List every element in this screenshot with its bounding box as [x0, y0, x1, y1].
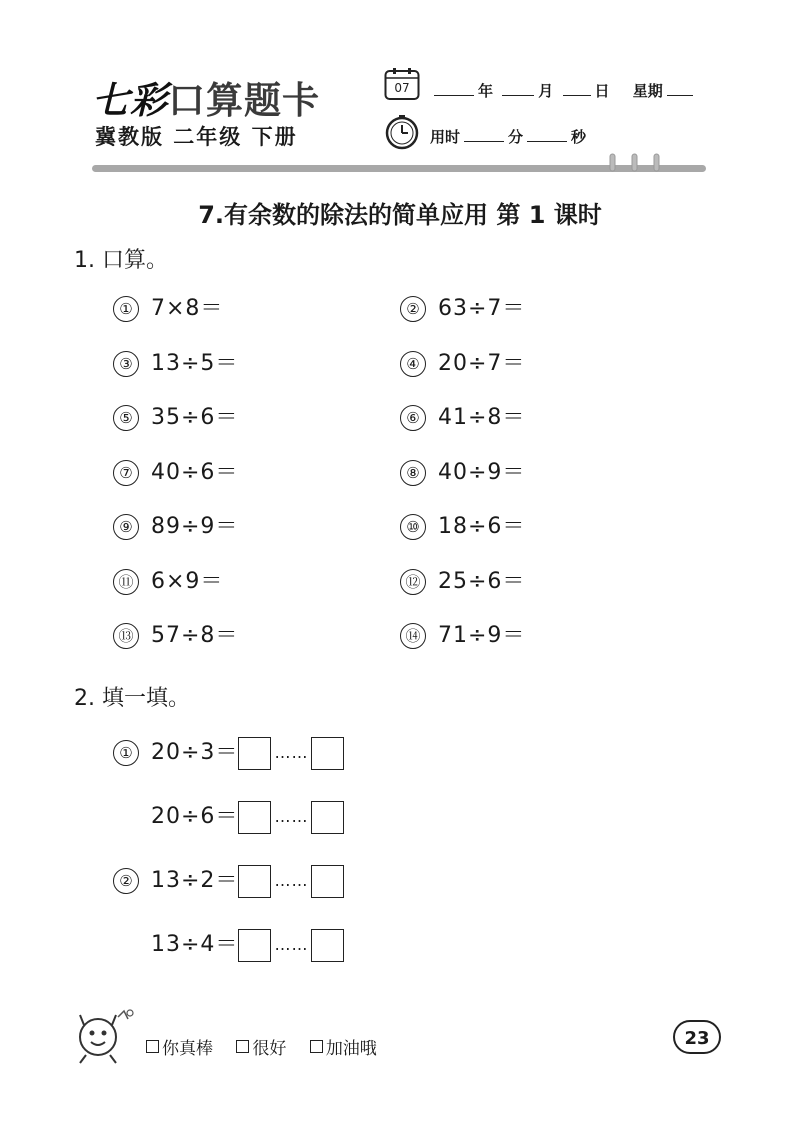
- section2-title: 2. 填一填。: [74, 686, 190, 711]
- remainder-dots: ……: [274, 871, 309, 890]
- problem-number: ⑩: [400, 514, 426, 540]
- quotient-box[interactable]: [238, 865, 271, 898]
- calendar-day: 07: [394, 81, 410, 95]
- date-line: [430, 80, 697, 101]
- fill-number: ②: [113, 868, 139, 894]
- problem-expression: 18÷6＝: [438, 514, 526, 539]
- problem-item: [113, 621, 238, 651]
- checkbox-good[interactable]: [236, 1040, 249, 1053]
- problem-number: ⑭: [400, 623, 426, 649]
- fill-expression: 20÷3＝: [151, 740, 239, 765]
- problem-number: ①: [113, 296, 139, 322]
- lesson-title: 7.有余数的除法的简单应用 第 1 课时: [198, 201, 602, 229]
- problem-item: [400, 512, 525, 542]
- option-great: 你真棒: [162, 1039, 213, 1059]
- weekday-blank[interactable]: [667, 81, 693, 96]
- quotient-box[interactable]: [238, 801, 271, 834]
- remainder-dots: ……: [274, 935, 309, 954]
- problem-number: ④: [400, 351, 426, 377]
- second-label: 秒: [571, 128, 587, 146]
- fill-expression: 13÷2＝: [151, 868, 239, 893]
- problem-number: ⑫: [400, 569, 426, 595]
- remainder-box[interactable]: [311, 929, 344, 962]
- mascot-illustration: [70, 1005, 140, 1065]
- calendar-icon: [384, 67, 420, 101]
- minute-label: 分: [508, 128, 524, 146]
- page-number: 23: [673, 1020, 721, 1054]
- fill-expression: 20÷6＝: [151, 804, 239, 829]
- problem-item: [113, 567, 223, 597]
- problem-expression: 20÷7＝: [438, 350, 526, 376]
- checkbox-great[interactable]: [146, 1040, 159, 1053]
- remainder-box[interactable]: [311, 801, 344, 834]
- problem-expression: 71÷9＝: [438, 623, 526, 648]
- problem-number: ⑨: [113, 514, 139, 540]
- problem-number: ⑧: [400, 460, 426, 486]
- year-blank[interactable]: [434, 81, 474, 96]
- remainder-box[interactable]: [311, 865, 344, 898]
- problem-item: [400, 458, 525, 488]
- problem-number: ③: [113, 351, 139, 377]
- time-label: 用时: [430, 128, 461, 146]
- day-blank[interactable]: [563, 81, 591, 96]
- month-blank[interactable]: [502, 81, 534, 96]
- problem-item: [400, 294, 525, 324]
- problem-item: [400, 567, 525, 597]
- fill-row: [113, 798, 344, 836]
- problem-expression: 40÷6＝: [151, 459, 239, 485]
- month-label: 月: [538, 82, 554, 100]
- problem-expression: 6×9＝: [151, 568, 224, 594]
- fill-row: [113, 926, 344, 964]
- problem-expression: 35÷6＝: [151, 405, 239, 430]
- problem-number: ⑥: [400, 405, 426, 431]
- problem-expression: 7×8＝: [151, 296, 224, 321]
- minute-blank[interactable]: [464, 127, 504, 142]
- problem-expression: 40÷9＝: [438, 459, 526, 485]
- problem-number: ⑤: [113, 405, 139, 431]
- remainder-dots: ……: [274, 807, 309, 826]
- problem-item: [400, 349, 525, 379]
- edition-subtitle: 冀教版 二年级 下册: [95, 125, 298, 149]
- problem-item: [113, 458, 238, 488]
- fill-row: [113, 862, 344, 900]
- problem-expression: 63÷7＝: [438, 296, 526, 321]
- brand-logo: [92, 70, 320, 124]
- ring-binding-decoration: [604, 152, 674, 174]
- problem-item: [113, 294, 223, 324]
- problem-number: ⑪: [113, 569, 139, 595]
- fill-expression: 13÷4＝: [151, 932, 239, 957]
- problem-item: [400, 403, 525, 433]
- problem-number: ⑦: [113, 460, 139, 486]
- problem-number: ⑬: [113, 623, 139, 649]
- problem-number: ②: [400, 296, 426, 322]
- section1-title: 1. 口算。: [74, 248, 168, 273]
- remainder-box[interactable]: [311, 737, 344, 770]
- weekday-label: 星期: [632, 82, 663, 100]
- option-keep-going: 加油哦: [325, 1039, 377, 1059]
- problem-expression: 13÷5＝: [151, 350, 239, 376]
- quotient-box[interactable]: [238, 929, 271, 962]
- problem-expression: 89÷9＝: [151, 514, 239, 539]
- quotient-box[interactable]: [238, 737, 271, 770]
- brand-title: 口算题卡: [168, 79, 320, 122]
- year-label: 年: [478, 82, 494, 100]
- second-blank[interactable]: [527, 127, 567, 142]
- problem-expression: 41÷8＝: [438, 405, 526, 430]
- problem-expression: 25÷6＝: [438, 568, 526, 594]
- fill-number: ①: [113, 740, 139, 766]
- problem-expression: 57÷8＝: [151, 623, 239, 648]
- option-good: 很好: [252, 1039, 287, 1059]
- time-line: [430, 126, 586, 147]
- problem-item: [400, 621, 525, 651]
- problem-item: [113, 403, 238, 433]
- clock-icon: [384, 114, 420, 150]
- remainder-dots: ……: [274, 743, 309, 762]
- problem-item: [113, 512, 238, 542]
- problem-item: [113, 349, 238, 379]
- day-label: 日: [594, 82, 610, 100]
- brand-prefix: 七彩: [92, 78, 168, 122]
- checkbox-keep-going[interactable]: [310, 1040, 323, 1053]
- self-evaluation: [146, 1034, 395, 1059]
- fill-row: [113, 734, 344, 772]
